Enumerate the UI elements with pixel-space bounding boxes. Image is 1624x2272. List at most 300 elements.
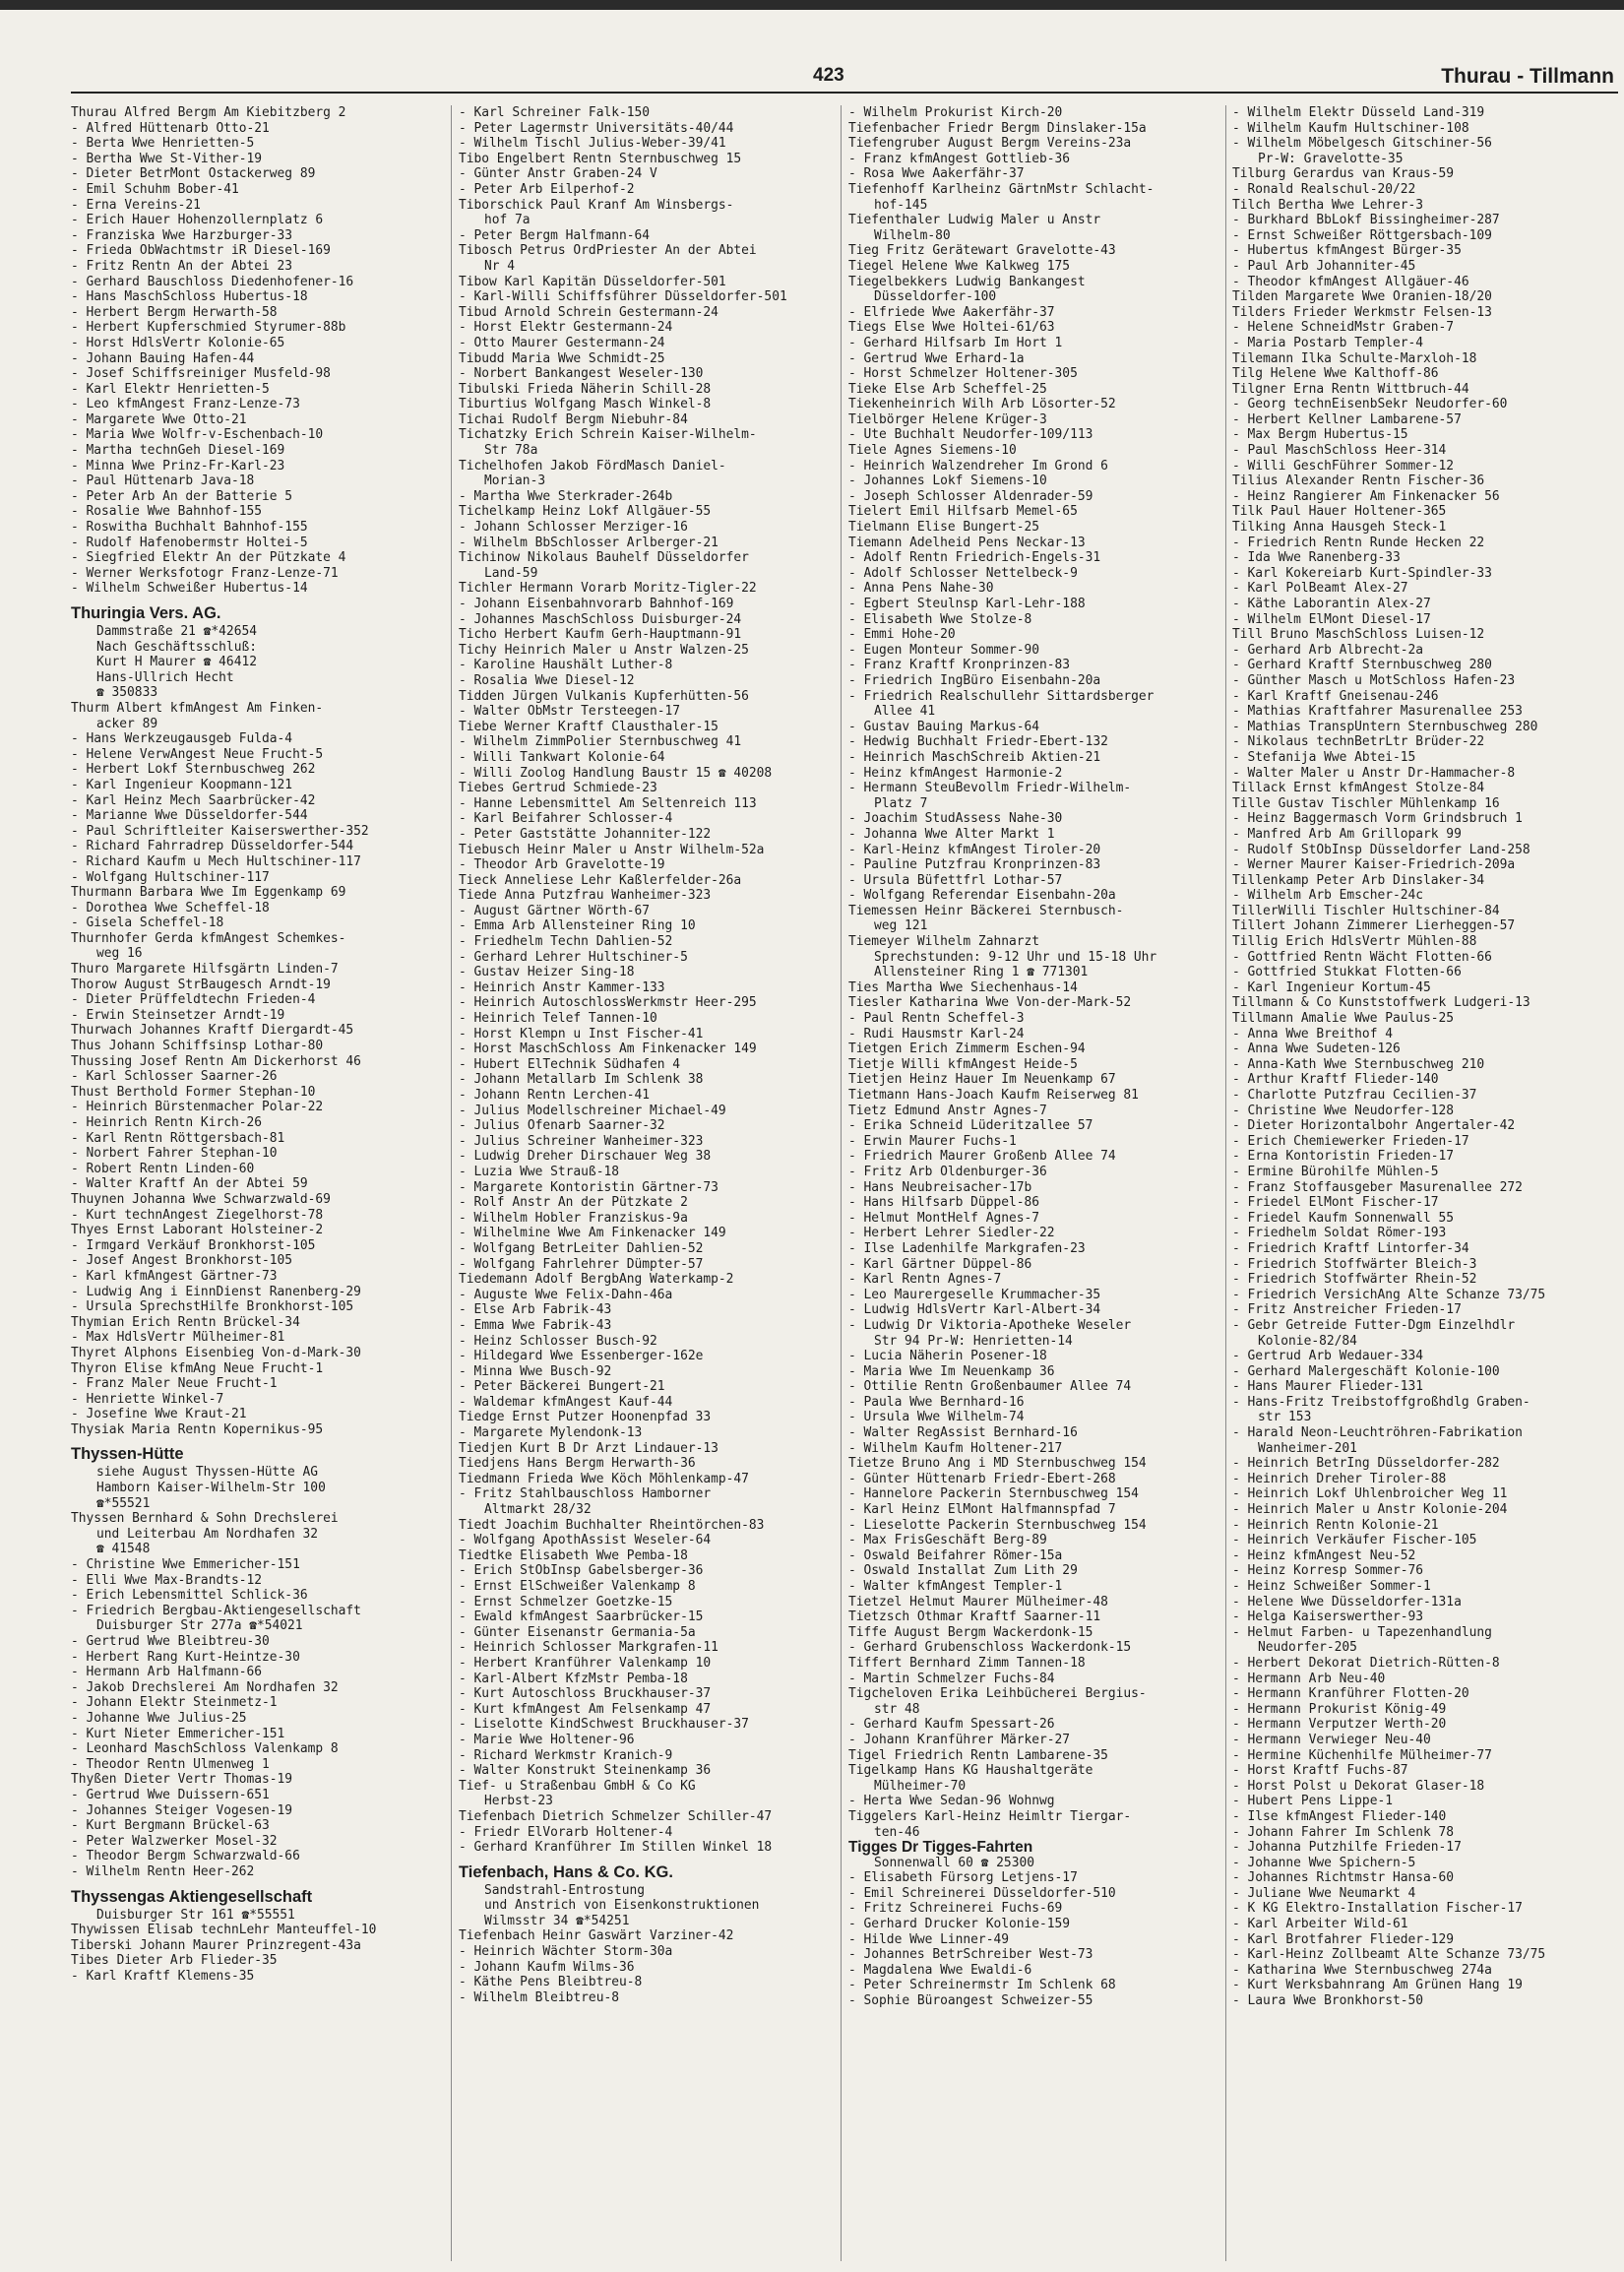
- directory-entry: - Heinrich Rentn Kolonie-21: [1232, 1517, 1439, 1533]
- directory-entry: - Friedhelm Soldat Römer-193: [1232, 1226, 1447, 1241]
- directory-entry: - Karl Rentn Röttgersbach-81: [71, 1130, 285, 1146]
- directory-entry: - Herbert Lehrer Siedler-22: [848, 1226, 1055, 1241]
- directory-entry: - Lucia Näherin Posener-18: [848, 1349, 1047, 1364]
- directory-entry: - Heinz Schlosser Busch-92: [459, 1333, 657, 1349]
- directory-entry: - Emma Arb Allensteiner Ring 10: [459, 918, 696, 934]
- column-divider: [451, 105, 452, 2261]
- directory-entry: Thyßen Dieter Vertr Thomas-19: [71, 1772, 293, 1788]
- directory-entry: - Ottilie Rentn Großenbaumer Allee 74: [848, 1379, 1132, 1395]
- directory-entry: - Wolfgang Hultschiner-117: [71, 869, 270, 885]
- directory-entry: - Kurt kfmAngest Am Felsenkamp 47: [459, 1701, 712, 1717]
- directory-entry: - Peter Gaststätte Johanniter-122: [459, 826, 712, 842]
- directory-entry: - Peter Lagermstr Universitäts-40/44: [459, 120, 734, 136]
- entry-continuation: Wanheimer-201: [1258, 1440, 1357, 1456]
- entry-continuation: Dammstraße 21 ☎*42654: [96, 624, 257, 639]
- directory-entry: - Wolfgang ApothAssist Weseler-64: [459, 1533, 712, 1548]
- directory-entry: - Wilhelm Rentn Heer-262: [71, 1863, 255, 1879]
- directory-entry: Tiedtke Elisabeth Wwe Pemba-18: [459, 1547, 688, 1563]
- directory-entry: - Johann Kaufm Wilms-36: [459, 1959, 635, 1975]
- directory-entry: - Otto Maurer Gestermann-24: [459, 335, 665, 350]
- entry-continuation: Neudorfer-205: [1258, 1640, 1357, 1656]
- directory-entry: - Maria Wwe Wolfr-v-Eschenbach-10: [71, 427, 324, 443]
- directory-entry: Tillack Ernst kfmAngest Stolze-84: [1232, 781, 1485, 796]
- directory-entry: Tiebes Gertrud Schmiede-23: [459, 781, 657, 796]
- directory-entry: Tilg Helene Wwe Kalthoff-86: [1232, 366, 1439, 382]
- directory-entry: - Hilde Wwe Linner-49: [848, 1931, 1009, 1947]
- directory-entry: - Anna-Kath Wwe Sternbuschweg 210: [1232, 1056, 1485, 1072]
- directory-entry: Tief- u Straßenbau GmbH & Co KG: [459, 1778, 696, 1794]
- directory-entry: - August Gärtner Wörth-67: [459, 903, 651, 918]
- directory-entry: Tiggelers Karl-Heinz Heimltr Tiergar-: [848, 1808, 1132, 1824]
- directory-entry: - Wilhelm Hobler Franziskus-9a: [459, 1210, 688, 1226]
- directory-entry: - Wilhelm Schweißer Hubertus-14: [71, 581, 308, 597]
- directory-entry: - Hedwig Buchhalt Friedr-Ebert-132: [848, 734, 1108, 750]
- directory-entry: - Wilhelm ZimmPolier Sternbuschweg 41: [459, 734, 742, 750]
- directory-entry: - Helmut Farben- u Tapezenhandlung: [1232, 1624, 1492, 1640]
- directory-entry: Tigelkamp Hans KG Haushaltgeräte: [848, 1763, 1093, 1779]
- entry-continuation: Allee 41: [874, 704, 936, 720]
- entry-continuation: Düsseldorfer-100: [874, 289, 997, 305]
- directory-entry: Tichler Hermann Vorarb Moritz-Tigler-22: [459, 581, 757, 597]
- directory-entry: - Maria Postarb Templer-4: [1232, 335, 1424, 350]
- directory-entry: - Mathias Kraftfahrer Masurenallee 253: [1232, 704, 1523, 720]
- directory-entry: - Theodor Rentn Ulmenweg 1: [71, 1756, 270, 1772]
- entry-continuation: Nr 4: [484, 258, 516, 274]
- entry-continuation: ☎ 350833: [96, 685, 158, 701]
- directory-entry: - Hans Werkzeugausgeb Fulda-4: [71, 731, 293, 747]
- entry-continuation: Platz 7: [874, 795, 928, 811]
- directory-entry: - Joseph Schlosser Aldenrader-59: [848, 488, 1093, 504]
- entry-continuation: Str 94 Pr-W: Henrietten-14: [874, 1333, 1073, 1349]
- directory-entry: - Johann Fahrer Im Schlenk 78: [1232, 1824, 1455, 1840]
- directory-entry: - Marianne Wwe Düsseldorfer-544: [71, 808, 308, 824]
- directory-entry: Tietje Willi kfmAngest Heide-5: [848, 1056, 1078, 1072]
- entry-continuation: Land-59: [484, 565, 538, 581]
- directory-entry: - Rolf Anstr An der Pützkate 2: [459, 1195, 688, 1211]
- directory-entry: - Luzia Wwe Strauß-18: [459, 1164, 619, 1179]
- directory-entry: - Rosalia Wwe Diesel-12: [459, 672, 635, 688]
- directory-entry: - Hermann SteuBevollm Friedr-Wilhelm-: [848, 781, 1132, 796]
- directory-entry: - Walter kfmAngest Templer-1: [848, 1579, 1063, 1594]
- directory-entry: - Friedhelm Techn Dahlien-52: [459, 934, 673, 950]
- directory-entry: - Karl Schlosser Saarner-26: [71, 1069, 278, 1085]
- directory-entry: Tilius Alexander Rentn Fischer-36: [1232, 473, 1485, 489]
- directory-entry: - Rudolf Hafenobermstr Holtei-5: [71, 535, 308, 550]
- entry-continuation: Mülheimer-70: [874, 1778, 967, 1794]
- directory-entry: - Wilhelm BbSchlosser Arlberger-21: [459, 535, 718, 550]
- directory-entry: - Helmut MontHelf Agnes-7: [848, 1210, 1040, 1226]
- directory-entry: - Bertha Wwe St-Vither-19: [71, 151, 263, 166]
- directory-entry: - Dorothea Wwe Scheffel-18: [71, 900, 270, 915]
- directory-entry: - Adolf Rentn Friedrich-Engels-31: [848, 550, 1101, 566]
- running-head: Thurau - Tillmann: [1441, 65, 1614, 88]
- directory-entry: Tilemann Ilka Schulte-Marxloh-18: [1232, 350, 1477, 366]
- directory-entry: - Erich Chemiewerker Frieden-17: [1232, 1133, 1469, 1149]
- directory-entry: - Rosalie Wwe Bahnhof-155: [71, 504, 263, 520]
- directory-entry: Tillig Erich HdlsVertr Mühlen-88: [1232, 934, 1477, 950]
- directory-entry: - Werner Werksfotogr Franz-Lenze-71: [71, 565, 339, 581]
- directory-entry: Tietjen Heinz Hauer Im Neuenkamp 67: [848, 1072, 1116, 1088]
- directory-entry: - Nikolaus technBetrLtr Brüder-22: [1232, 734, 1485, 750]
- directory-entry: Tilking Anna Hausgeh Steck-1: [1232, 520, 1447, 536]
- directory-entry: - Fritz Arb Oldenburger-36: [848, 1164, 1047, 1179]
- directory-entry: - Hermann Arb Halfmann-66: [71, 1665, 263, 1680]
- directory-entry: - Anna Wwe Breithof 4: [1232, 1026, 1393, 1041]
- entry-continuation: str 153: [1258, 1410, 1312, 1425]
- directory-entry: - Gerhard Bauschloss Diedenhofener-16: [71, 274, 354, 289]
- directory-entry: - Oswald Beifahrer Römer-15a: [848, 1547, 1063, 1563]
- directory-entry: - Johanna Putzhilfe Frieden-17: [1232, 1840, 1462, 1856]
- directory-entry: - Fritz Anstreicher Frieden-17: [1232, 1302, 1462, 1318]
- directory-entry: - Friedrich IngBüro Eisenbahn-20a: [848, 672, 1101, 688]
- directory-entry: - Franz Kraftf Kronprinzen-83: [848, 658, 1071, 673]
- directory-entry: - Siegfried Elektr An der Pützkate 4: [71, 550, 346, 566]
- directory-entry: - Friedrich Realschullehr Sittardsberger: [848, 688, 1155, 704]
- directory-entry: - Franz Stoffausgeber Masurenallee 272: [1232, 1179, 1523, 1195]
- directory-entry: - Ernst Schmelzer Goetzke-15: [459, 1594, 673, 1609]
- entry-continuation: Duisburger Str 277a ☎*54021: [96, 1618, 303, 1634]
- directory-entry: - Hermann Prokurist König-49: [1232, 1701, 1447, 1717]
- directory-entry: - Johanna Wwe Alter Markt 1: [848, 826, 1055, 842]
- directory-entry: - Fritz Stahlbauschloss Hamborner: [459, 1486, 712, 1502]
- directory-entry: - Max Bergm Hubertus-15: [1232, 427, 1408, 443]
- directory-entry: - Erna Kontoristin Frieden-17: [1232, 1149, 1455, 1165]
- directory-entry: - Karl Brotfahrer Flieder-129: [1232, 1931, 1455, 1947]
- directory-entry: - Karl-Willi Schiffsführer Düsseldorfer-501: [459, 289, 787, 305]
- header-rule: [71, 92, 1618, 94]
- directory-entry: - Erich Hauer Hohenzollernplatz 6: [71, 213, 324, 228]
- directory-entry: - Josefine Wwe Kraut-21: [71, 1407, 247, 1422]
- directory-entry: Tiele Agnes Siemens-10: [848, 443, 1017, 459]
- directory-entry: - Ernst Schweißer Röttgersbach-109: [1232, 227, 1492, 243]
- directory-entry: - Gerhard Lehrer Hultschiner-5: [459, 949, 688, 965]
- directory-entry: Tiedmann Frieda Wwe Köch Möhlenkamp-47: [459, 1471, 749, 1486]
- directory-entry: - Wolfgang BetrLeiter Dahlien-52: [459, 1240, 704, 1256]
- directory-entry: - Johanne Wwe Spichern-5: [1232, 1855, 1416, 1870]
- directory-entry: - Erwin Steinsetzer Arndt-19: [71, 1007, 285, 1023]
- directory-entry: - Ilse Ladenhilfe Markgrafen-23: [848, 1240, 1086, 1256]
- directory-entry: - Friedrich Maurer Großenb Allee 74: [848, 1149, 1116, 1165]
- directory-entry: - Ursula SprechstHilfe Bronkhorst-105: [71, 1299, 354, 1315]
- directory-entry: - Gerhard Arb Albrecht-2a: [1232, 642, 1424, 658]
- directory-entry: - Katharina Wwe Sternbuschweg 274a: [1232, 1962, 1492, 1978]
- directory-entry: Tichai Rudolf Bergm Niebuhr-84: [459, 411, 688, 427]
- entry-continuation: ☎*55521: [96, 1495, 151, 1511]
- directory-entry: - Heinrich BetrIng Düsseldorfer-282: [1232, 1456, 1500, 1472]
- directory-entry: - Friedrich Stoffwärter Bleich-3: [1232, 1256, 1477, 1272]
- directory-entry: Thysiak Maria Rentn Kopernikus-95: [71, 1421, 324, 1437]
- directory-entry: - Friedrich Stoffwärter Rhein-52: [1232, 1272, 1477, 1288]
- directory-entry: - Käthe Pens Bleibtreu-8: [459, 1975, 643, 1990]
- directory-entry: - Max HdlsVertr Mülheimer-81: [71, 1330, 285, 1346]
- directory-entry: - Herbert Bergm Herwarth-58: [71, 304, 278, 320]
- directory-entry: Tielert Emil Hilfsarb Memel-65: [848, 504, 1078, 520]
- directory-entry: - Friedrich Rentn Runde Hecken 22: [1232, 535, 1485, 550]
- directory-entry: - Johann Metallarb Im Schlenk 38: [459, 1072, 704, 1088]
- directory-entry: Ticho Herbert Kaufm Gerh-Hauptmann-91: [459, 627, 742, 643]
- directory-entry: Tiefengruber August Bergm Vereins-23a: [848, 136, 1132, 152]
- directory-entry: - Erwin Maurer Fuchs-1: [848, 1133, 1017, 1149]
- section-heading: Thyssengas Aktiengesellschaft: [71, 1887, 313, 1906]
- directory-entry: - Willi GeschFührer Sommer-12: [1232, 458, 1455, 473]
- directory-entry: Thuro Margarete Hilfsgärtn Linden-7: [71, 962, 339, 978]
- directory-entry: - Emil Schuhm Bober-41: [71, 181, 239, 197]
- directory-entry: - Hans Maurer Flieder-131: [1232, 1379, 1424, 1395]
- directory-entry: - Walter Kraftf An der Abtei 59: [71, 1176, 308, 1192]
- directory-entry: - Lieselotte Packerin Sternbuschweg 154: [848, 1517, 1147, 1533]
- directory-entry: - Norbert Bankangest Weseler-130: [459, 366, 704, 382]
- directory-entry: - Helene VerwAngest Neue Frucht-5: [71, 746, 324, 762]
- directory-entry: - Wilhelm Arb Emscher-24c: [1232, 888, 1424, 904]
- directory-entry: - Kurt Autoschloss Bruckhauser-37: [459, 1686, 712, 1702]
- directory-entry: - Karl Schreiner Falk-150: [459, 105, 651, 120]
- directory-entry: - Paul Hüttenarb Java-18: [71, 473, 255, 489]
- directory-entry: Tiborschick Paul Kranf Am Winsbergs-: [459, 197, 734, 213]
- directory-entry: - Johanne Wwe Julius-25: [71, 1710, 247, 1726]
- directory-entry: - Richard Werkmstr Kranich-9: [459, 1747, 673, 1763]
- directory-entry: - Ursula Büfettfrl Lothar-57: [848, 872, 1063, 888]
- directory-entry: - Karl-Heinz Zollbeamt Alte Schanze 73/75: [1232, 1947, 1546, 1963]
- directory-entry: - Kurt Nieter Emmericher-151: [71, 1726, 285, 1741]
- directory-entry: - Horst Polst u Dekorat Glaser-18: [1232, 1778, 1485, 1794]
- directory-entry: - Hannelore Packerin Sternbuschweg 154: [848, 1486, 1139, 1502]
- directory-entry: Tillenkamp Peter Arb Dinslaker-34: [1232, 872, 1485, 888]
- directory-entry: Tiburtius Wolfgang Masch Winkel-8: [459, 397, 712, 412]
- directory-entry: Thurau Alfred Bergm Am Kiebitzberg 2: [71, 105, 346, 120]
- directory-entry: Tiebusch Heinr Maler u Anstr Wilhelm-52a: [459, 842, 765, 857]
- directory-entry: - Karl-Heinz kfmAngest Tiroler-20: [848, 842, 1101, 857]
- directory-entry: - Fritz Schreinerei Fuchs-69: [848, 1901, 1063, 1917]
- directory-entry: - Horst MaschSchloss Am Finkenacker 149: [459, 1041, 757, 1057]
- column-1: [71, 105, 445, 2261]
- directory-entry: - Elisabeth Wwe Stolze-8: [848, 611, 1032, 627]
- directory-entry: Tiemann Adelheid Pens Neckar-13: [848, 535, 1086, 550]
- directory-entry: Tillert Johann Zimmerer Lierheggen-57: [1232, 918, 1516, 934]
- directory-entry: Tiebe Werner Kraftf Clausthaler-15: [459, 719, 718, 734]
- directory-entry: - Christine Wwe Emmericher-151: [71, 1557, 300, 1573]
- directory-entry: - Waldemar kfmAngest Kauf-44: [459, 1394, 673, 1410]
- directory-entry: - Martha technGeh Diesel-169: [71, 443, 285, 459]
- directory-entry: - Eugen Monteur Sommer-90: [848, 642, 1040, 658]
- directory-entry: Tibosch Petrus OrdPriester An der Abtei: [459, 243, 757, 259]
- directory-entry: - Alfred Hüttenarb Otto-21: [71, 120, 270, 136]
- directory-entry: - Theodor kfmAngest Allgäuer-46: [1232, 274, 1469, 289]
- directory-entry: - Emil Schreinerei Düsseldorfer-510: [848, 1885, 1116, 1901]
- directory-entry: - Laura Wwe Bronkhorst-50: [1232, 1993, 1424, 2009]
- entry-continuation: Herbst-23: [484, 1794, 553, 1809]
- directory-entry: - Ludwig Ang i EinnDienst Ranenberg-29: [71, 1284, 361, 1299]
- directory-entry: - Leo Maurergeselle Krummacher-35: [848, 1287, 1101, 1302]
- directory-entry: - Walter RegAssist Bernhard-16: [848, 1425, 1078, 1441]
- directory-entry: Tiffe August Bergm Wackerdonk-15: [848, 1624, 1093, 1640]
- directory-entry: - Wilhelm Bleibtreu-8: [459, 1989, 619, 2005]
- directory-entry: - Peter Bergm Halfmann-64: [459, 227, 651, 243]
- directory-entry: - Heinrich AutoschlossWerkmstr Heer-295: [459, 995, 757, 1011]
- directory-entry: - Burkhard BbLokf Bissingheimer-287: [1232, 213, 1500, 228]
- directory-entry: - Karl Ingenieur Kortum-45: [1232, 979, 1431, 995]
- directory-entry: Tillmann Amalie Wwe Paulus-25: [1232, 1011, 1455, 1027]
- directory-entry: - Heinz Schweißer Sommer-1: [1232, 1579, 1431, 1594]
- directory-entry: - Peter Arb Eilperhof-2: [459, 181, 635, 197]
- directory-entry: - Egbert Steulnsp Karl-Lehr-188: [848, 597, 1086, 611]
- directory-entry: - Stefanija Wwe Abtei-15: [1232, 749, 1416, 765]
- directory-entry: Tibudd Maria Wwe Schmidt-25: [459, 350, 665, 366]
- directory-entry: - Martha Wwe Sterkrader-264b: [459, 488, 673, 504]
- directory-entry: - Pauline Putzfrau Kronprinzen-83: [848, 857, 1101, 873]
- directory-entry: - Gertrud Wwe Erhard-1a: [848, 350, 1025, 366]
- directory-entry: Thyron Elise kfmAng Neue Frucht-1: [71, 1360, 324, 1376]
- directory-entry: Tietz Edmund Anstr Agnes-7: [848, 1103, 1047, 1118]
- directory-entry: - Karl Kraftf Gneisenau-246: [1232, 688, 1439, 704]
- directory-entry: - Hermann Arb Neu-40: [1232, 1671, 1386, 1686]
- directory-entry: - Paul Rentn Scheffel-3: [848, 1011, 1025, 1027]
- directory-entry: - Gerhard Kraftf Sternbuschweg 280: [1232, 658, 1492, 673]
- directory-entry: - Peter Bäckerei Bungert-21: [459, 1379, 665, 1395]
- entry-continuation: siehe August Thyssen-Hütte AG: [96, 1465, 319, 1481]
- directory-entry: - Leonhard MaschSchloss Valenkamp 8: [71, 1741, 339, 1757]
- directory-entry: - Friedrich Bergbau-Aktiengesellschaft: [71, 1603, 361, 1618]
- directory-entry: - Ermine Bürohilfe Mühlen-5: [1232, 1164, 1439, 1179]
- directory-entry: - Georg technEisenbSekr Neudorfer-60: [1232, 397, 1508, 412]
- directory-entry: - Jakob Drechslerei Am Nordhafen 32: [71, 1679, 339, 1695]
- directory-entry: - Horst Elektr Gestermann-24: [459, 320, 673, 336]
- directory-entry: - Friedel Kaufm Sonnenwall 55: [1232, 1210, 1455, 1226]
- directory-entry: - Ludwig Dr Viktoria-Apotheke Weseler: [848, 1317, 1132, 1333]
- directory-entry: Tiesler Katharina Wwe Von-der-Mark-52: [848, 995, 1132, 1011]
- entry-continuation: str 48: [874, 1701, 920, 1717]
- directory-entry: - Herbert Kranführer Valenkamp 10: [459, 1655, 712, 1671]
- directory-entry: - Dieter BetrMont Ostackerweg 89: [71, 166, 316, 182]
- directory-entry: - Marie Wwe Holtener-96: [459, 1732, 635, 1747]
- directory-entry: Tiegelbekkers Ludwig Bankangest: [848, 274, 1086, 289]
- directory-entry: - Sophie Büroangest Schweizer-55: [848, 1993, 1093, 2009]
- directory-entry: Thuynen Johanna Wwe Schwarzwald-69: [71, 1191, 331, 1207]
- column-3: [848, 105, 1222, 2261]
- directory-entry: - Hubert Pens Lippe-1: [1232, 1794, 1393, 1809]
- directory-entry: - Herbert Kupferschmied Styrumer-88b: [71, 320, 346, 336]
- directory-entry: Tiefenbacher Friedr Bergm Dinslaker-15a: [848, 120, 1147, 136]
- directory-entry: - Dieter Prüffeldtechn Frieden-4: [71, 992, 316, 1008]
- directory-entry: - Margarete Kontoristin Gärtner-73: [459, 1179, 718, 1195]
- directory-entry: Tiemessen Heinr Bäckerei Sternbusch-: [848, 903, 1124, 918]
- column-divider: [841, 105, 842, 2261]
- directory-entry: Tilk Paul Hauer Holtener-365: [1232, 504, 1447, 520]
- directory-entry: Thyret Alphons Eisenbieg Von-d-Mark-30: [71, 1345, 361, 1360]
- directory-entry: - Maria Wwe Im Neuenkamp 36: [848, 1363, 1055, 1379]
- directory-entry: - Horst Kraftf Fuchs-87: [1232, 1763, 1408, 1779]
- directory-entry: - Herbert Dekorat Dietrich-Rütten-8: [1232, 1655, 1500, 1671]
- directory-entry: Thyssen Bernhard & Sohn Drechslerei: [71, 1511, 339, 1527]
- directory-entry: - Anna Wwe Sudeten-126: [1232, 1041, 1401, 1057]
- directory-entry: - Herta Wwe Sedan-96 Wohnwg: [848, 1794, 1055, 1809]
- directory-entry: - Käthe Laborantin Alex-27: [1232, 597, 1431, 611]
- directory-entry: - Heinz Korresp Sommer-76: [1232, 1563, 1424, 1579]
- directory-entry: - Kurt technAngest Ziegelhorst-78: [71, 1207, 324, 1223]
- directory-entry: - Peter Walzwerker Mosel-32: [71, 1833, 278, 1849]
- directory-entry: - Ludwig HdlsVertr Karl-Albert-34: [848, 1302, 1101, 1318]
- directory-entry: - Johannes Steiger Vogesen-19: [71, 1802, 293, 1818]
- entry-continuation: Wilhelm-80: [874, 227, 951, 243]
- directory-entry: Tielmann Elise Bungert-25: [848, 520, 1040, 536]
- directory-entry: Thurnhofer Gerda kfmAngest Schemkes-: [71, 930, 346, 946]
- directory-entry: Tichinow Nikolaus Bauhelf Düsseldorfer: [459, 550, 749, 566]
- directory-entry: - Peter Arb An der Batterie 5: [71, 488, 293, 504]
- directory-entry: - Gerhard Grubenschloss Wackerdonk-15: [848, 1640, 1132, 1656]
- directory-entry: - Heinrich Schlosser Markgrafen-11: [459, 1640, 718, 1656]
- directory-entry: - Ilse kfmAngest Flieder-140: [1232, 1808, 1447, 1824]
- directory-entry: Tiberski Johann Maurer Prinzregent-43a: [71, 1937, 361, 1953]
- directory-entry: - Hermann Kranführer Flotten-20: [1232, 1686, 1469, 1702]
- directory-entry: - K KG Elektro-Installation Fischer-17: [1232, 1901, 1523, 1917]
- directory-entry: - Karl Gärtner Düppel-86: [848, 1256, 1032, 1272]
- directory-entry: - Gerhard Malergeschäft Kolonie-100: [1232, 1363, 1500, 1379]
- section-heading: Thyssen-Hütte: [71, 1445, 184, 1464]
- directory-entry: - Wolfgang Fahrlehrer Dümpter-57: [459, 1256, 704, 1272]
- directory-entry: - Herbert Lokf Sternbuschweg 262: [71, 762, 316, 778]
- directory-entry: Tieke Else Arb Scheffel-25: [848, 381, 1047, 397]
- directory-entry: - Gustav Heizer Sing-18: [459, 965, 635, 980]
- directory-entry: Tiede Anna Putzfrau Wanheimer-323: [459, 888, 712, 904]
- directory-entry: - Günter Eisenanstr Germania-5a: [459, 1624, 696, 1640]
- directory-entry: - Franziska Wwe Harzburger-33: [71, 227, 293, 243]
- directory-entry: Tiffert Bernhard Zimm Tannen-18: [848, 1655, 1086, 1671]
- directory-entry: - Walter ObMstr Tersteegen-17: [459, 704, 681, 720]
- entry-continuation: Str 78a: [484, 443, 538, 459]
- directory-entry: - Emma Wwe Fabrik-43: [459, 1317, 612, 1333]
- directory-entry: - Karl-Albert KfzMstr Pemba-18: [459, 1671, 688, 1686]
- entry-continuation: Allensteiner Ring 1 ☎ 771301: [874, 965, 1089, 980]
- directory-entry: - Anna Pens Nahe-30: [848, 581, 994, 597]
- directory-entry: Tilburg Gerardus van Kraus-59: [1232, 166, 1455, 182]
- directory-entry: - Paul Schriftleiter Kaiserswerther-352: [71, 823, 369, 839]
- directory-entry: Tiegel Helene Wwe Kalkweg 175: [848, 258, 1071, 274]
- directory-entry: - Elisabeth Fürsorg Letjens-17: [848, 1870, 1078, 1886]
- directory-entry: - Rudolf StObInsp Düsseldorfer Land-258: [1232, 842, 1530, 857]
- directory-entry: - Hans Neubreisacher-17b: [848, 1179, 1032, 1195]
- directory-entry: Tigel Friedrich Rentn Lambarene-35: [848, 1747, 1108, 1763]
- directory-entry: - Karl Rentn Agnes-7: [848, 1272, 1002, 1288]
- directory-entry: Tiedt Joachim Buchhalter Rheintörchen-83: [459, 1517, 765, 1533]
- entry-continuation: ten-46: [874, 1824, 920, 1840]
- directory-entry: - Hermine Küchenhilfe Mülheimer-77: [1232, 1747, 1492, 1763]
- directory-entry: Tiefenthaler Ludwig Maler u Anstr: [848, 213, 1101, 228]
- directory-entry: - Friedrich VersichAng Alte Schanze 73/75: [1232, 1287, 1546, 1302]
- directory-entry: - Johann Kranführer Märker-27: [848, 1732, 1071, 1747]
- directory-entry: - Hanne Lebensmittel Am Seltenreich 113: [459, 795, 757, 811]
- directory-entry: - Gottfried Stukkat Flotten-66: [1232, 965, 1462, 980]
- directory-entry: Thurm Albert kfmAngest Am Finken-: [71, 700, 324, 716]
- directory-entry: - Gerhard Kaufm Spessart-26: [848, 1717, 1055, 1733]
- directory-entry: Thymian Erich Rentn Brückel-34: [71, 1314, 300, 1330]
- directory-entry: - Gerhard Drucker Kolonie-159: [848, 1917, 1071, 1932]
- entry-continuation: acker 89: [96, 716, 158, 731]
- directory-entry: Tielbörger Helene Krüger-3: [848, 411, 1047, 427]
- directory-entry: - Christine Wwe Neudorfer-128: [1232, 1103, 1455, 1118]
- directory-entry: - Theodor Arb Gravelotte-19: [459, 857, 665, 873]
- directory-entry: - Ernst ElSchweißer Valenkamp 8: [459, 1579, 696, 1594]
- directory-entry: - Günter Anstr Graben-24 V: [459, 166, 657, 182]
- directory-entry: - Gertrud Wwe Duissern-651: [71, 1787, 270, 1802]
- directory-entry: Tigcheloven Erika Leihbücherei Bergius-: [848, 1686, 1147, 1702]
- directory-entry: - Manfred Arb Am Grillopark 99: [1232, 826, 1462, 842]
- directory-entry: Thyes Ernst Laborant Holsteiner-2: [71, 1223, 324, 1238]
- directory-entry: Thus Johann Schiffsinsp Lothar-80: [71, 1039, 324, 1054]
- directory-entry: - Horst Klempn u Inst Fischer-41: [459, 1026, 704, 1041]
- directory-entry: TillerWilli Tischler Hultschiner-84: [1232, 903, 1500, 918]
- directory-entry: - Franz Maler Neue Frucht-1: [71, 1376, 278, 1392]
- directory-entry: - Heinrich Wächter Storm-30a: [459, 1944, 673, 1960]
- directory-entry: Tiedge Ernst Putzer Hoonenpfad 33: [459, 1410, 712, 1425]
